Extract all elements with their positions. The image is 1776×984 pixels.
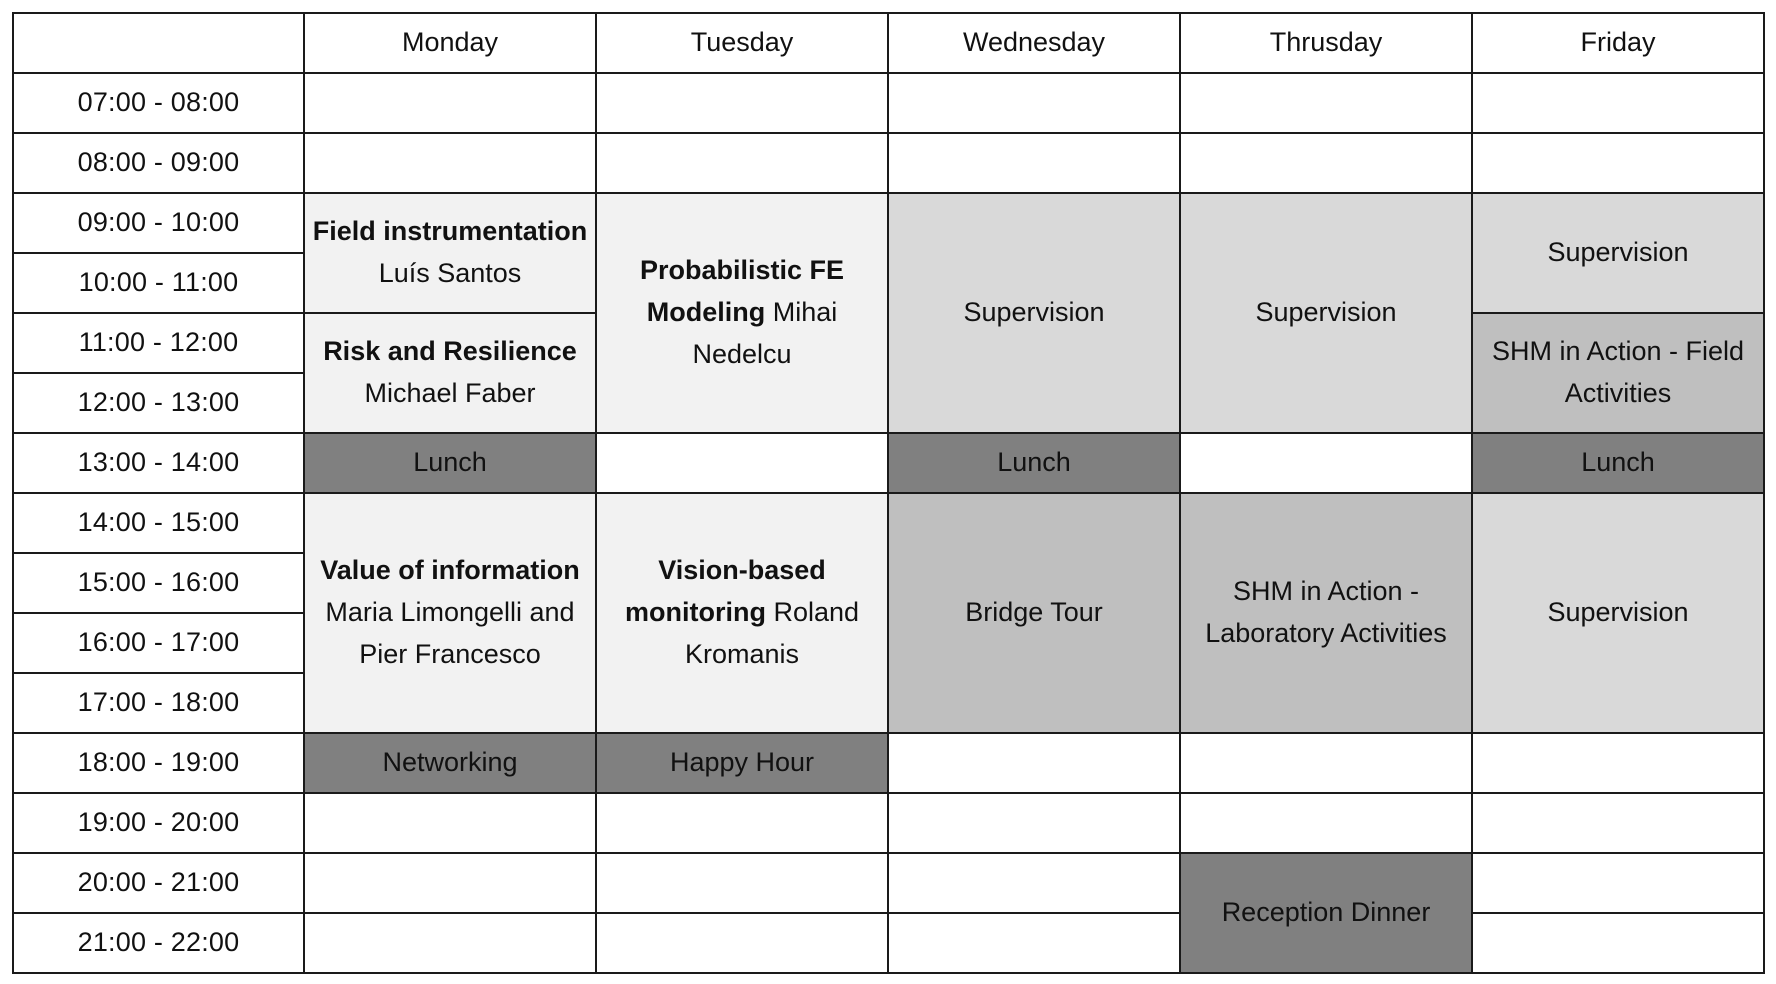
empty-cell <box>888 793 1180 853</box>
time-slot-label: 18:00 - 19:00 <box>13 733 304 793</box>
table-row <box>13 913 1764 973</box>
table-row <box>13 493 1764 553</box>
empty-cell <box>1472 853 1764 913</box>
session-speaker: Luís Santos <box>378 258 522 288</box>
session-friday-supervision-am: Supervision <box>1472 193 1764 313</box>
empty-cell <box>596 433 888 493</box>
time-slot-label: 17:00 - 18:00 <box>13 673 304 733</box>
session-vision-based-monitoring <box>596 493 888 733</box>
session-monday-lunch: Lunch <box>304 433 596 493</box>
session-happy-hour: Happy Hour <box>596 733 888 793</box>
empty-cell <box>596 73 888 133</box>
empty-cell <box>888 73 1180 133</box>
time-slot-label: 20:00 - 21:00 <box>13 853 304 913</box>
day-header-monday: Monday <box>304 13 596 73</box>
session-speaker: Maria Limongelli and Pier Francesco <box>325 597 575 669</box>
day-header-tuesday: Tuesday <box>596 13 888 73</box>
empty-cell <box>1472 913 1764 973</box>
table-row <box>13 793 1764 853</box>
day-header-thursday: Thrusday <box>1180 13 1472 73</box>
session-wednesday-lunch: Lunch <box>888 433 1180 493</box>
empty-cell <box>596 913 888 973</box>
session-title: Vision-based monitoring <box>624 555 826 628</box>
session-field-instrumentation <box>304 193 596 313</box>
empty-cell <box>1180 733 1472 793</box>
time-slot-label: 09:00 - 10:00 <box>13 193 304 253</box>
empty-cell <box>596 133 888 193</box>
time-slot-label: 16:00 - 17:00 <box>13 613 304 673</box>
session-shm-field-activities: SHM in Action - Field Activities <box>1472 313 1764 433</box>
day-header-friday: Friday <box>1472 13 1764 73</box>
session-title: Value of information <box>320 555 580 586</box>
session-friday-lunch: Lunch <box>1472 433 1764 493</box>
time-slot-label: 13:00 - 14:00 <box>13 433 304 493</box>
time-slot-label: 08:00 - 09:00 <box>13 133 304 193</box>
session-title: Risk and Resilience <box>323 336 577 367</box>
time-slot-label: 10:00 - 11:00 <box>13 253 304 313</box>
empty-cell <box>304 913 596 973</box>
time-slot-label: 21:00 - 22:00 <box>13 913 304 973</box>
session-networking: Networking <box>304 733 596 793</box>
session-friday-supervision-pm: Supervision <box>1472 493 1764 733</box>
empty-cell <box>304 133 596 193</box>
session-wednesday-supervision: Supervision <box>888 193 1180 433</box>
session-risk-and-resilience <box>304 313 596 433</box>
time-slot-label: 12:00 - 13:00 <box>13 373 304 433</box>
empty-cell <box>1472 133 1764 193</box>
empty-cell <box>304 73 596 133</box>
session-thursday-supervision: Supervision <box>1180 193 1472 433</box>
time-slot-label: 11:00 - 12:00 <box>13 313 304 373</box>
empty-cell <box>1472 733 1764 793</box>
table-row <box>13 433 1764 493</box>
table-row <box>13 133 1764 193</box>
time-slot-label: 07:00 - 08:00 <box>13 73 304 133</box>
session-speaker: Michael Faber <box>364 378 536 408</box>
empty-cell <box>304 853 596 913</box>
table-row <box>13 853 1764 913</box>
empty-cell <box>596 853 888 913</box>
session-probabilistic-fe-modeling <box>596 193 888 433</box>
session-shm-laboratory-activities: SHM in Action - Laboratory Activities <box>1180 493 1472 733</box>
day-header-wednesday: Wednesday <box>888 13 1180 73</box>
empty-cell <box>596 793 888 853</box>
empty-cell <box>1180 73 1472 133</box>
session-title: Field instrumentation <box>312 216 588 247</box>
empty-cell <box>888 853 1180 913</box>
time-slot-label: 15:00 - 16:00 <box>13 553 304 613</box>
session-bridge-tour: Bridge Tour <box>888 493 1180 733</box>
time-slot-label: 14:00 - 15:00 <box>13 493 304 553</box>
table-row <box>13 193 1764 253</box>
session-speaker: Mihai Nedelcu <box>692 297 838 369</box>
corner-cell <box>13 13 304 73</box>
header-row <box>13 13 1764 73</box>
empty-cell <box>888 733 1180 793</box>
empty-cell <box>1472 793 1764 853</box>
empty-cell <box>1180 133 1472 193</box>
empty-cell <box>888 133 1180 193</box>
empty-cell <box>1180 433 1472 493</box>
empty-cell <box>304 793 596 853</box>
session-speaker: Roland Kromanis <box>684 597 860 669</box>
session-title: Probabilistic FE Modeling <box>639 255 845 328</box>
weekly-schedule-table <box>12 12 1765 974</box>
table-row <box>13 73 1764 133</box>
session-value-of-information <box>304 493 596 733</box>
time-slot-label: 19:00 - 20:00 <box>13 793 304 853</box>
table-row <box>13 733 1764 793</box>
empty-cell <box>1180 793 1472 853</box>
session-reception-dinner: Reception Dinner <box>1180 853 1472 973</box>
empty-cell <box>1472 73 1764 133</box>
empty-cell <box>888 913 1180 973</box>
